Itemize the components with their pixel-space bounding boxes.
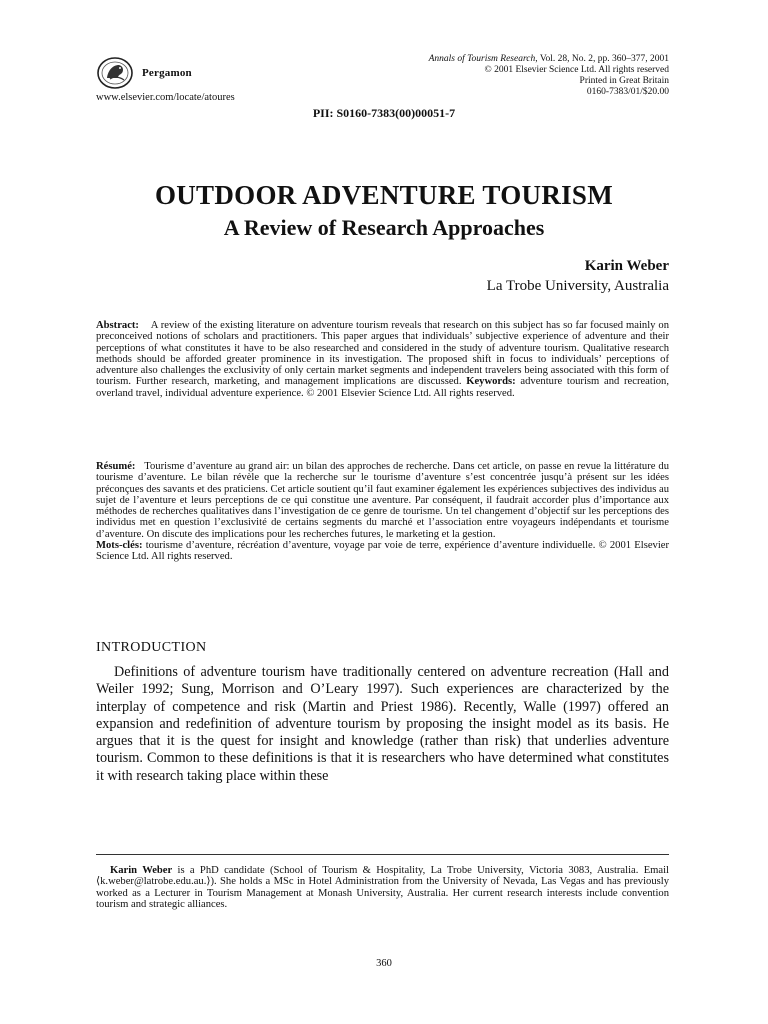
article-title: OUTDOOR ADVENTURE TOURISM [154, 180, 614, 210]
footnote-author-name: Karin Weber [110, 865, 173, 876]
issn-price-line: 0160-7383/01/$20.00 [586, 87, 669, 97]
author-name: Karin Weber [584, 258, 669, 274]
printed-line: Printed in Great Britain [579, 76, 669, 86]
journal-name: Annals of Tourism Research [428, 54, 536, 64]
abstract-text: A review of the existing literature on adventure tourism reveals that research on this subject has so far focused mainly on preconceived notions of scholars and practitioners. This paper argues that individuals’ subjective experience of adventure and their perceptions of what constitutes it have to be also researched and considered in the study of adventure tourism. Qualitative research methods should be afforded greater prominence in its investigation. The proposed shift in focus to individuals’ perceptions of adventure also challenges the exclusivity of only certain market segments and independent travelers being associated with this form of tourism. Further research, marketing, and management implications are discussed. [96, 320, 670, 388]
article-subtitle: A Review of Research Approaches [223, 215, 545, 240]
pergamon-logo-icon [96, 56, 134, 90]
pii-identifier: PII: S0160-7383(00)00051-7 [312, 106, 456, 120]
resume-text: Tourisme d’aventure au grand air: un bilan des approches de recherche. Dans cet article, on passe en revue la littérature du tourisme d’aventure. Le bilan révèle que la recherche sur le tourisme d’aventure s’est concentrée jusqu’à présent sur les idées préconçues des savants et des praticiens. Cet article soutient qu’il faut examiner également les expériences subjectives des individus au sujet de l’aventure et leurs perceptions de ce qui constitue une aventure. Par conséquent, il faudrait accorder plus d’importance aux méthodes de recherches qualitatives dans l’investigation de ce genre de tourisme. Un tel changement d’objectif sur les perceptions des individus met en question l’exclusivité de certains segments du marché et l’association entre voyageurs indépendants et tourisme d’aventure. On discute des implications pour les recherches futures, le marketing et la gestion. [96, 461, 670, 540]
copyright-line: © 2001 Elsevier Science Ltd. All rights reserved [484, 65, 669, 75]
publisher-block [96, 56, 192, 90]
author-footnote [96, 865, 669, 911]
citation-details: , Vol. 28, No. 2, pp. 360–377, 2001 [535, 54, 669, 64]
author-block [487, 256, 669, 296]
introduction-heading: INTRODUCTION [96, 640, 207, 655]
introduction-paragraph: Definitions of adventure tourism have traditionally centered on adventure recreation (Hall and Weiler 1992; Sung, Morrison and O’Leary 1997). Such experiences are characterized by the interplay of competence and risk (Martin and Priest 1986). Recently, Walle (1997) offered an expansion and redefinition of adventure tourism by proposing the insight model as its basis. He argues that it is the quest for insight and knowledge (rather than risk) that underlies adventure tourism. Common to these definitions is that it is researchers who have determined what constitutes it with research taking place within these [96, 664, 669, 784]
page-number: 360 [376, 958, 392, 969]
mots-cles-label: Mots-clés: [96, 540, 143, 552]
abstract [96, 320, 669, 399]
journal-url[interactable]: www.elsevier.com/locate/atoures [96, 92, 235, 103]
footnote-text: is a PhD candidate (School of Tourism & Hospitality, La Trobe University, Victoria 3083, Australia. Email ⟨k.weber@latrobe.edu.au.⟩). She holds a MSc in Hotel Administration from the University of Nevada, Las Vegas and has previously worked as a Lecturer in Tourism Management at Monash University, Australia. Her current research interests include convention tourism and strategic alliances. [96, 865, 669, 911]
resume [96, 461, 669, 563]
resume-label: Résumé: [96, 461, 136, 472]
citation-block [339, 54, 669, 98]
citation-line [339, 54, 669, 65]
publisher-name: Pergamon [142, 67, 192, 79]
footnote-divider [96, 854, 669, 855]
keywords-label: Keywords: [466, 376, 516, 388]
author-affiliation: La Trobe University, Australia [486, 278, 669, 294]
keywords-text: adventure tourism and recreation, overland travel, individual adventure experience. © 2001 Elsevier Science Ltd. All rights reserved. [96, 376, 669, 399]
mots-cles-text: tourisme d’aventure, récréation d’aventure, voyage par voie de terre, expérience d’aventure individuelle. © 2001 Elsevier Science Ltd. All rights reserved. [96, 540, 669, 563]
abstract-label: Abstract: [96, 320, 139, 331]
